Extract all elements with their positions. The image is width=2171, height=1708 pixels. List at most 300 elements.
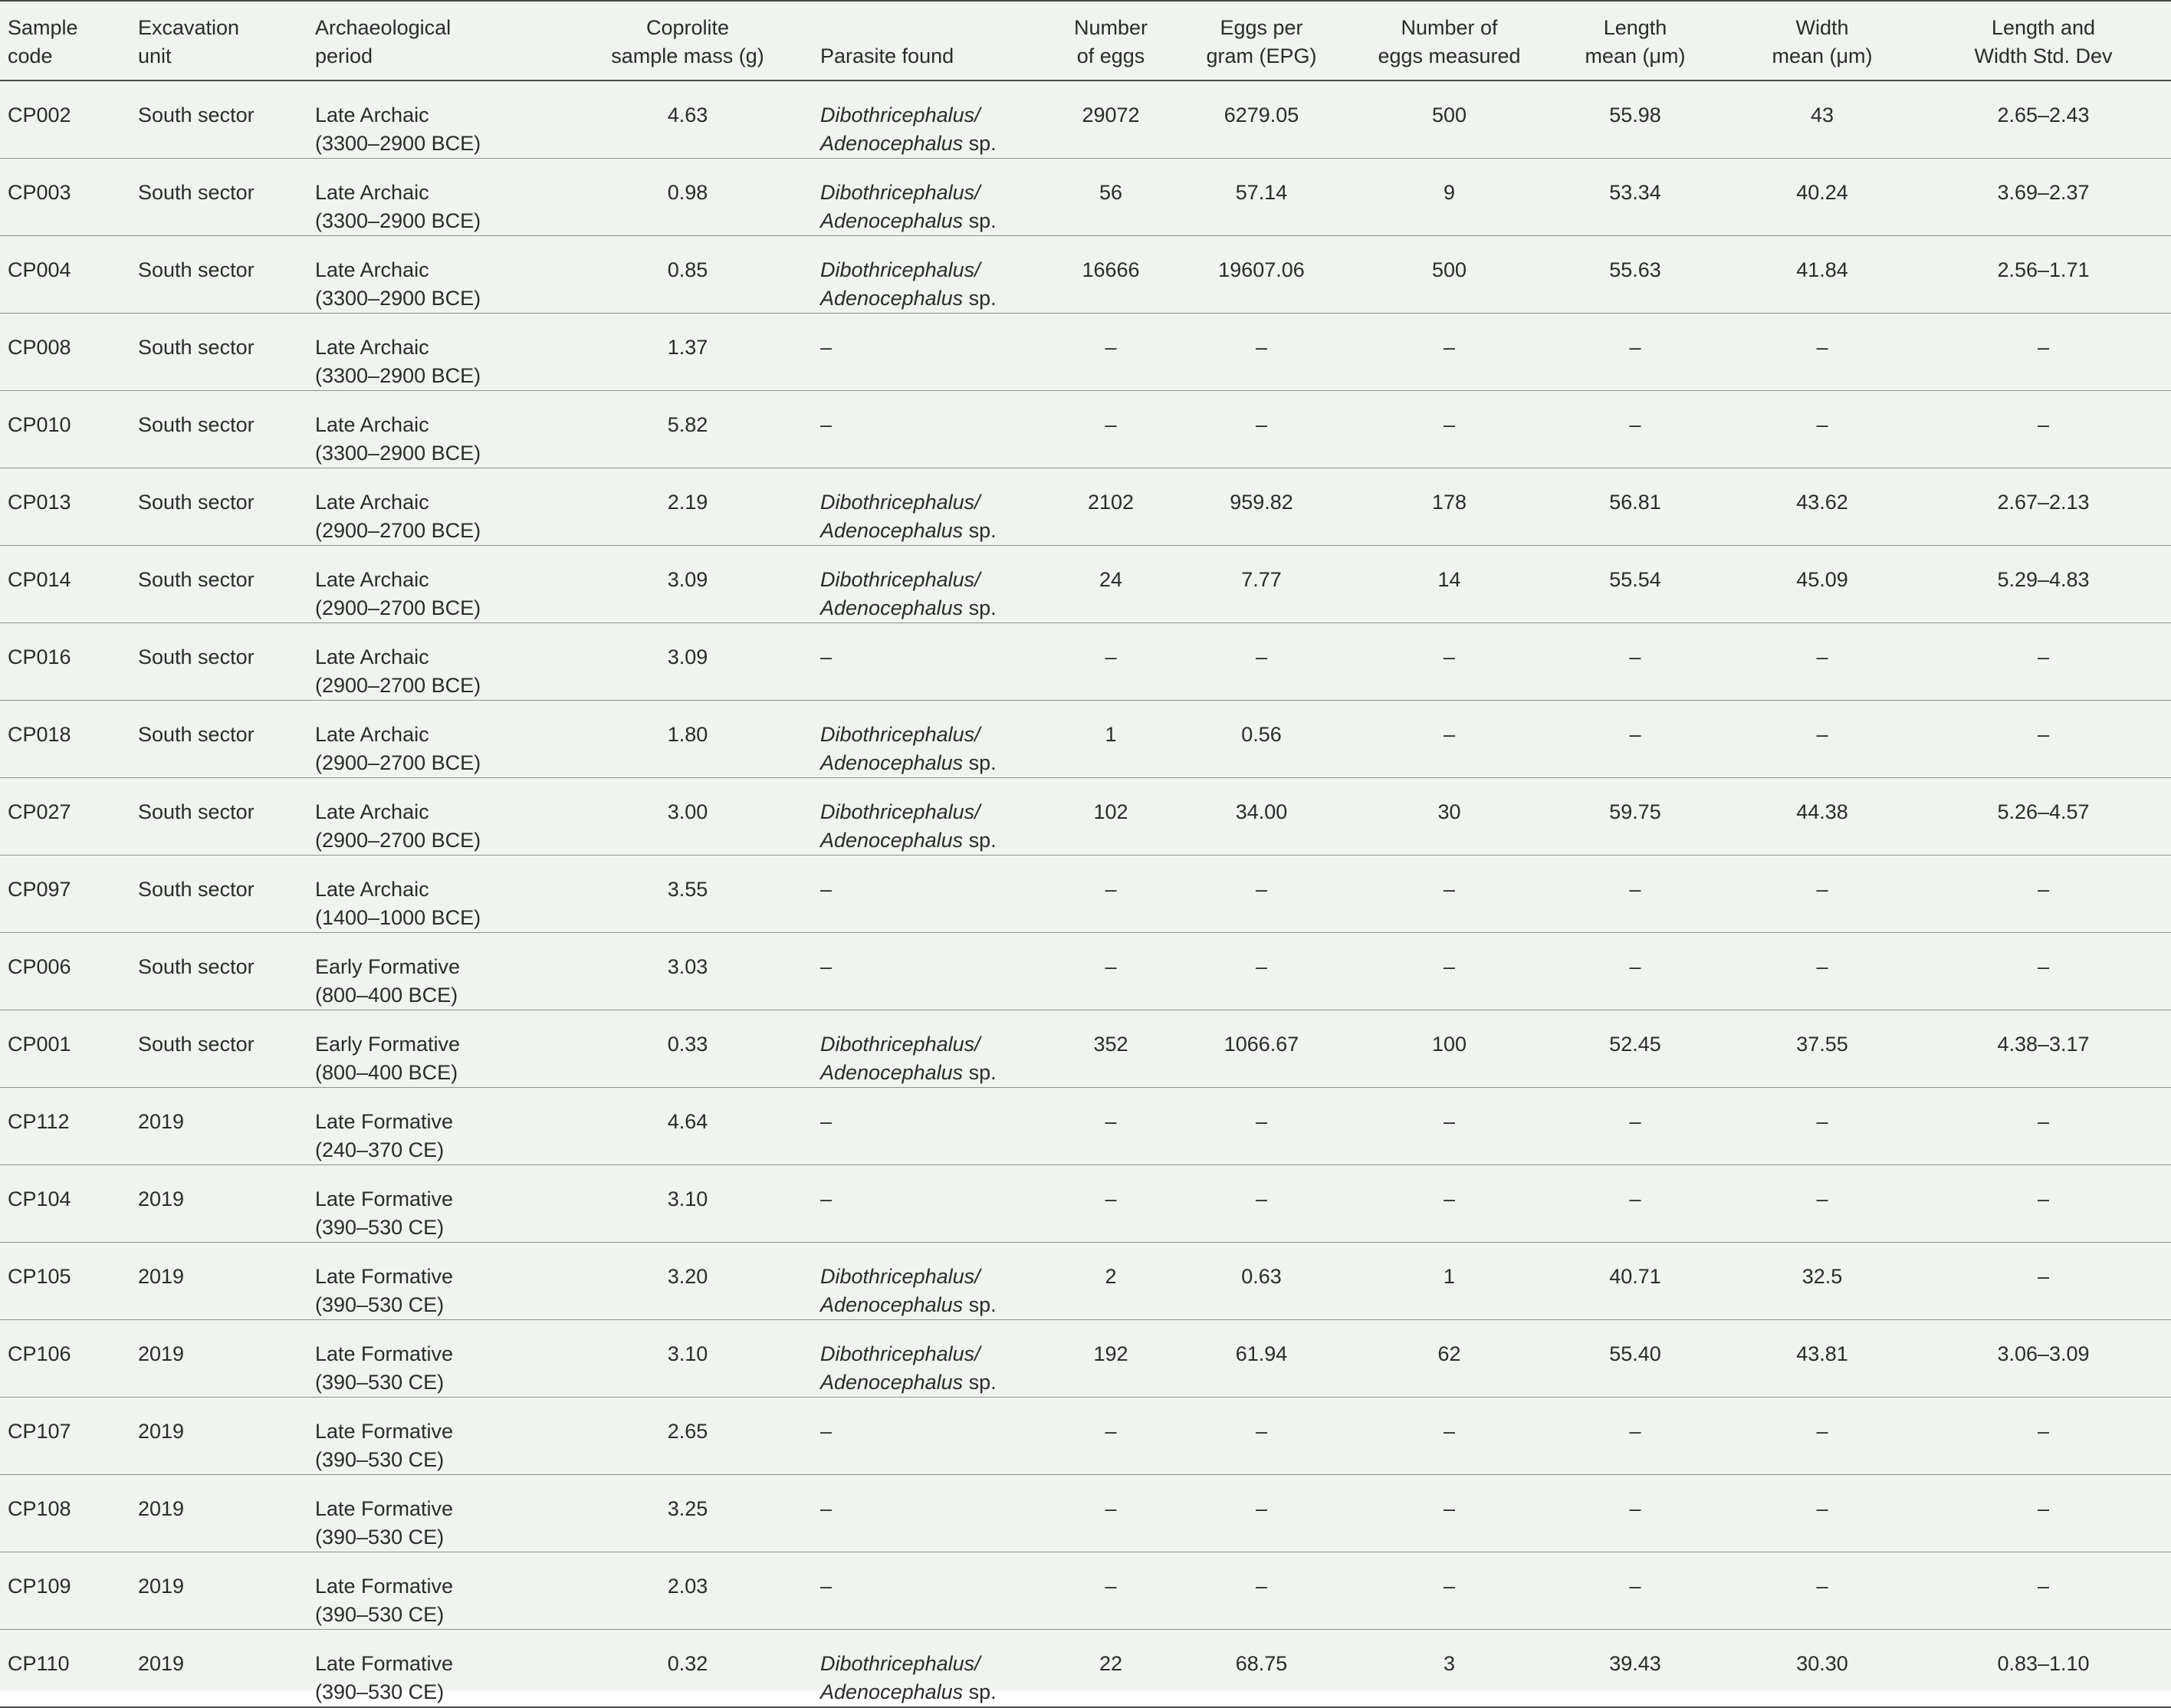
std-dev-cell: 3.69–2.37 bbox=[1916, 159, 2171, 236]
period-name: Late Formative bbox=[315, 1420, 454, 1443]
eggs-per-gram-cell: 959.82 bbox=[1166, 468, 1357, 546]
table-row bbox=[0, 1630, 2171, 1708]
eggs-per-gram-cell: – bbox=[1166, 1475, 1357, 1552]
width-mean-cell: – bbox=[1729, 623, 1916, 701]
parasite-species-suffix: sp. bbox=[963, 1680, 997, 1703]
parasite-species-suffix: sp. bbox=[963, 596, 997, 619]
sample-code-cell: CP008 bbox=[0, 314, 130, 391]
table-row bbox=[0, 80, 2171, 159]
length-mean-cell: 53.34 bbox=[1542, 159, 1729, 236]
header-line-1: Coprolite bbox=[645, 16, 730, 39]
excavation-unit-cell: South sector bbox=[130, 546, 307, 623]
period-name: Late Archaic bbox=[315, 181, 429, 204]
std-dev-cell: – bbox=[1916, 623, 2171, 701]
header-line-1: Number bbox=[1073, 16, 1148, 39]
sample-code-cell: CP106 bbox=[0, 1320, 130, 1398]
parasite-line-2 bbox=[820, 749, 1048, 777]
sample-code-cell: CP108 bbox=[0, 1475, 130, 1552]
coprolite-mass-cell: 3.03 bbox=[563, 933, 813, 1010]
length-mean-cell: 56.81 bbox=[1542, 468, 1729, 546]
eggs-per-gram-cell: – bbox=[1166, 933, 1357, 1010]
table-row bbox=[0, 159, 2171, 236]
length-mean-cell: 55.54 bbox=[1542, 546, 1729, 623]
sample-code-cell: CP003 bbox=[0, 159, 130, 236]
period-dates: (2900–2700 BCE) bbox=[315, 829, 481, 852]
period-dates: (3300–2900 BCE) bbox=[315, 364, 481, 387]
length-mean-cell: 55.63 bbox=[1542, 236, 1729, 314]
parasite-line-2 bbox=[820, 207, 1048, 235]
width-mean-cell: – bbox=[1729, 856, 1916, 933]
eggs-measured-cell: 1 bbox=[1357, 1243, 1542, 1320]
length-mean-cell: 59.75 bbox=[1542, 778, 1729, 856]
sample-code-cell: CP107 bbox=[0, 1398, 130, 1475]
sample-code-cell: CP105 bbox=[0, 1243, 130, 1320]
archaeological-period-cell bbox=[307, 623, 563, 701]
std-dev-cell: 2.67–2.13 bbox=[1916, 468, 2171, 546]
parasite-found-cell: – bbox=[813, 1398, 1056, 1475]
std-dev-cell: – bbox=[1916, 933, 2171, 1010]
parasite-found-cell bbox=[813, 778, 1056, 856]
coprolite-mass-cell: 4.63 bbox=[563, 80, 813, 159]
excavation-unit-cell: South sector bbox=[130, 236, 307, 314]
header-row bbox=[0, 1, 2171, 80]
period-name: Late Archaic bbox=[315, 878, 429, 901]
table-header bbox=[0, 1, 2171, 80]
std-dev-cell: 5.26–4.57 bbox=[1916, 778, 2171, 856]
eggs-measured-cell: – bbox=[1357, 623, 1542, 701]
header-line-2: gram (EPG) bbox=[1206, 44, 1317, 67]
eggs-measured-cell: – bbox=[1357, 391, 1542, 468]
length-mean-cell: – bbox=[1542, 1475, 1729, 1552]
archaeological-period-cell bbox=[307, 391, 563, 468]
number-of-eggs-cell: – bbox=[1056, 1475, 1166, 1552]
header-line-2: of eggs bbox=[1076, 44, 1145, 67]
std-dev-cell: 0.83–1.10 bbox=[1916, 1630, 2171, 1708]
parasite-genus-2: Adenocephalus bbox=[820, 1293, 964, 1316]
width-mean-cell: – bbox=[1729, 701, 1916, 778]
period-dates: (390–530 CE) bbox=[315, 1526, 445, 1549]
excavation-unit-cell: 2019 bbox=[130, 1320, 307, 1398]
header-line-1: Width bbox=[1795, 16, 1849, 39]
eggs-measured-cell: – bbox=[1357, 314, 1542, 391]
header-line-2: mean (μm) bbox=[1772, 44, 1873, 67]
number-of-eggs-cell: 102 bbox=[1056, 778, 1166, 856]
period-name: Late Formative bbox=[315, 1342, 454, 1365]
parasite-genus-2: Adenocephalus bbox=[820, 596, 964, 619]
parasite-genus-2: Adenocephalus bbox=[820, 751, 964, 774]
period-name: Early Formative bbox=[315, 955, 461, 978]
parasite-found-cell bbox=[813, 546, 1056, 623]
archaeological-period-cell bbox=[307, 701, 563, 778]
coprolite-mass-cell: 1.80 bbox=[563, 701, 813, 778]
width-mean-cell: – bbox=[1729, 391, 1916, 468]
parasite-species-suffix: sp. bbox=[963, 1293, 997, 1316]
excavation-unit-cell: 2019 bbox=[130, 1475, 307, 1552]
eggs-per-gram-cell: – bbox=[1166, 314, 1357, 391]
length-mean-cell: – bbox=[1542, 1165, 1729, 1243]
period-name: Late Archaic bbox=[315, 258, 429, 281]
std-dev-cell: – bbox=[1916, 1398, 2171, 1475]
parasite-genus-1: Dibothricephalus/ bbox=[820, 1265, 980, 1288]
header-sample-code bbox=[0, 1, 130, 80]
period-name: Early Formative bbox=[315, 1033, 461, 1056]
archaeological-period-cell bbox=[307, 468, 563, 546]
coprolite-mass-cell: 4.64 bbox=[563, 1088, 813, 1165]
excavation-unit-cell: South sector bbox=[130, 701, 307, 778]
parasite-line-2 bbox=[820, 826, 1048, 855]
period-name: Late Formative bbox=[315, 1187, 454, 1210]
parasite-line-2 bbox=[820, 1059, 1048, 1087]
number-of-eggs-cell: 352 bbox=[1056, 1010, 1166, 1088]
parasite-genus-2: Adenocephalus bbox=[820, 287, 964, 310]
eggs-per-gram-cell: 0.63 bbox=[1166, 1243, 1357, 1320]
excavation-unit-cell: South sector bbox=[130, 856, 307, 933]
period-name: Late Formative bbox=[315, 1497, 454, 1520]
std-dev-cell: 4.38–3.17 bbox=[1916, 1010, 2171, 1088]
archaeological-period-cell bbox=[307, 1243, 563, 1320]
header-line-1: Length bbox=[1603, 16, 1667, 39]
eggs-measured-cell: 30 bbox=[1357, 778, 1542, 856]
parasite-found-cell bbox=[813, 236, 1056, 314]
excavation-unit-cell: South sector bbox=[130, 778, 307, 856]
parasite-found-cell bbox=[813, 701, 1056, 778]
parasite-genus-2: Adenocephalus bbox=[820, 132, 964, 155]
width-mean-cell: – bbox=[1729, 1398, 1916, 1475]
sample-code-cell: CP112 bbox=[0, 1088, 130, 1165]
excavation-unit-cell: South sector bbox=[130, 391, 307, 468]
archaeological-period-cell bbox=[307, 1165, 563, 1243]
width-mean-cell: 43.81 bbox=[1729, 1320, 1916, 1398]
coprolite-mass-cell: 0.33 bbox=[563, 1010, 813, 1088]
length-mean-cell: 52.45 bbox=[1542, 1010, 1729, 1088]
width-mean-cell: – bbox=[1729, 314, 1916, 391]
header-archaeological-period bbox=[307, 1, 563, 80]
period-dates: (2900–2700 BCE) bbox=[315, 674, 481, 697]
sample-code-cell: CP004 bbox=[0, 236, 130, 314]
eggs-measured-cell: – bbox=[1357, 1552, 1542, 1630]
period-dates: (390–530 CE) bbox=[315, 1680, 445, 1703]
parasite-found-cell bbox=[813, 468, 1056, 546]
number-of-eggs-cell: 56 bbox=[1056, 159, 1166, 236]
width-mean-cell: 43 bbox=[1729, 80, 1916, 159]
width-mean-cell: – bbox=[1729, 1165, 1916, 1243]
eggs-measured-cell: – bbox=[1357, 1165, 1542, 1243]
number-of-eggs-cell: – bbox=[1056, 1552, 1166, 1630]
period-name: Late Archaic bbox=[315, 568, 429, 591]
table-row bbox=[0, 468, 2171, 546]
coprolite-mass-cell: 0.85 bbox=[563, 236, 813, 314]
number-of-eggs-cell: 24 bbox=[1056, 546, 1166, 623]
excavation-unit-cell: 2019 bbox=[130, 1630, 307, 1708]
parasite-found-cell: – bbox=[813, 391, 1056, 468]
period-dates: (2900–2700 BCE) bbox=[315, 751, 481, 774]
table-row bbox=[0, 1398, 2171, 1475]
parasite-species-suffix: sp. bbox=[963, 209, 997, 232]
period-name: Late Archaic bbox=[315, 645, 429, 668]
header-line-1: Archaeological bbox=[315, 16, 452, 39]
archaeological-period-cell bbox=[307, 159, 563, 236]
sample-code-cell: CP001 bbox=[0, 1010, 130, 1088]
eggs-per-gram-cell: 57.14 bbox=[1166, 159, 1357, 236]
number-of-eggs-cell: – bbox=[1056, 856, 1166, 933]
length-mean-cell: – bbox=[1542, 1398, 1729, 1475]
number-of-eggs-cell: – bbox=[1056, 933, 1166, 1010]
period-dates: (1400–1000 BCE) bbox=[315, 906, 481, 929]
excavation-unit-cell: South sector bbox=[130, 623, 307, 701]
period-dates: (390–530 CE) bbox=[315, 1293, 445, 1316]
number-of-eggs-cell: – bbox=[1056, 1398, 1166, 1475]
excavation-unit-cell: 2019 bbox=[130, 1088, 307, 1165]
parasite-genus-2: Adenocephalus bbox=[820, 1371, 964, 1394]
period-name: Late Archaic bbox=[315, 413, 429, 436]
eggs-per-gram-cell: 68.75 bbox=[1166, 1630, 1357, 1708]
coprolite-mass-cell: 1.37 bbox=[563, 314, 813, 391]
length-mean-cell: – bbox=[1542, 391, 1729, 468]
number-of-eggs-cell: – bbox=[1056, 314, 1166, 391]
table-row bbox=[0, 701, 2171, 778]
parasite-found-cell bbox=[813, 1010, 1056, 1088]
parasite-genus-2: Adenocephalus bbox=[820, 1680, 964, 1703]
eggs-per-gram-cell: 19607.06 bbox=[1166, 236, 1357, 314]
header-excavation-unit bbox=[130, 1, 307, 80]
parasite-genus-2: Adenocephalus bbox=[820, 829, 964, 852]
period-name: Late Formative bbox=[315, 1652, 454, 1675]
parasite-genus-1: Dibothricephalus/ bbox=[820, 491, 980, 514]
header-line-1: Eggs per bbox=[1220, 16, 1303, 39]
parasite-genus-1: Dibothricephalus/ bbox=[820, 1342, 980, 1365]
number-of-eggs-cell: – bbox=[1056, 391, 1166, 468]
std-dev-cell: – bbox=[1916, 1552, 2171, 1630]
width-mean-cell: 43.62 bbox=[1729, 468, 1916, 546]
parasite-species-suffix: sp. bbox=[963, 287, 997, 310]
eggs-per-gram-cell: – bbox=[1166, 1552, 1357, 1630]
number-of-eggs-cell: 2102 bbox=[1056, 468, 1166, 546]
table-row bbox=[0, 1165, 2171, 1243]
header-width-mean bbox=[1729, 1, 1916, 80]
eggs-per-gram-cell: 6279.05 bbox=[1166, 80, 1357, 159]
std-dev-cell: – bbox=[1916, 856, 2171, 933]
eggs-per-gram-cell: – bbox=[1166, 1165, 1357, 1243]
period-dates: (390–530 CE) bbox=[315, 1448, 445, 1471]
width-mean-cell: 32.5 bbox=[1729, 1243, 1916, 1320]
coprolite-mass-cell: 3.00 bbox=[563, 778, 813, 856]
length-mean-cell: – bbox=[1542, 933, 1729, 1010]
header-line-2: sample mass (g) bbox=[611, 44, 764, 67]
eggs-measured-cell: – bbox=[1357, 1398, 1542, 1475]
header-std-dev bbox=[1916, 1, 2171, 80]
eggs-measured-cell: – bbox=[1357, 1088, 1542, 1165]
header-eggs-per-gram bbox=[1166, 1, 1357, 80]
header-line-1: Excavation bbox=[138, 16, 240, 39]
eggs-per-gram-cell: – bbox=[1166, 1088, 1357, 1165]
number-of-eggs-cell: – bbox=[1056, 1165, 1166, 1243]
length-mean-cell: 39.43 bbox=[1542, 1630, 1729, 1708]
std-dev-cell: 5.29–4.83 bbox=[1916, 546, 2171, 623]
table-row bbox=[0, 778, 2171, 856]
eggs-per-gram-cell: 61.94 bbox=[1166, 1320, 1357, 1398]
parasite-line-2 bbox=[820, 284, 1048, 313]
period-dates: (3300–2900 BCE) bbox=[315, 287, 481, 310]
length-mean-cell: 55.98 bbox=[1542, 80, 1729, 159]
parasite-genus-2: Adenocephalus bbox=[820, 209, 964, 232]
parasite-found-cell: – bbox=[813, 623, 1056, 701]
coprolite-mass-cell: 3.10 bbox=[563, 1165, 813, 1243]
parasite-genus-1: Dibothricephalus/ bbox=[820, 181, 980, 204]
parasite-found-cell: – bbox=[813, 1165, 1056, 1243]
width-mean-cell: 40.24 bbox=[1729, 159, 1916, 236]
length-mean-cell: – bbox=[1542, 1552, 1729, 1630]
archaeological-period-cell bbox=[307, 80, 563, 159]
length-mean-cell: 55.40 bbox=[1542, 1320, 1729, 1398]
header-coprolite-mass bbox=[563, 1, 813, 80]
parasite-genus-1: Dibothricephalus/ bbox=[820, 1033, 980, 1056]
parasite-found-cell bbox=[813, 80, 1056, 159]
archaeological-period-cell bbox=[307, 1398, 563, 1475]
coprolite-mass-cell: 2.65 bbox=[563, 1398, 813, 1475]
number-of-eggs-cell: – bbox=[1056, 1088, 1166, 1165]
eggs-measured-cell: 500 bbox=[1357, 236, 1542, 314]
coprolite-mass-cell: 3.09 bbox=[563, 546, 813, 623]
archaeological-period-cell bbox=[307, 1552, 563, 1630]
coprolite-mass-cell: 3.10 bbox=[563, 1320, 813, 1398]
excavation-unit-cell: South sector bbox=[130, 1010, 307, 1088]
header-eggs-measured bbox=[1357, 1, 1542, 80]
coprolite-mass-cell: 3.25 bbox=[563, 1475, 813, 1552]
excavation-unit-cell: 2019 bbox=[130, 1552, 307, 1630]
parasite-genus-2: Adenocephalus bbox=[820, 1061, 964, 1084]
excavation-unit-cell: South sector bbox=[130, 933, 307, 1010]
header-line-2: unit bbox=[138, 44, 172, 67]
parasite-species-suffix: sp. bbox=[963, 132, 997, 155]
number-of-eggs-cell: 29072 bbox=[1056, 80, 1166, 159]
length-mean-cell: – bbox=[1542, 314, 1729, 391]
period-name: Late Formative bbox=[315, 1575, 454, 1598]
sample-code-cell: CP018 bbox=[0, 701, 130, 778]
parasite-genus-1: Dibothricephalus/ bbox=[820, 723, 980, 746]
std-dev-cell: – bbox=[1916, 701, 2171, 778]
sample-code-cell: CP006 bbox=[0, 933, 130, 1010]
eggs-measured-cell: – bbox=[1357, 933, 1542, 1010]
period-dates: (800–400 BCE) bbox=[315, 1061, 458, 1084]
parasite-line-2 bbox=[820, 1368, 1048, 1397]
header-line-2: eggs measured bbox=[1378, 44, 1521, 67]
std-dev-cell: – bbox=[1916, 1243, 2171, 1320]
sample-code-cell: CP027 bbox=[0, 778, 130, 856]
eggs-measured-cell: 500 bbox=[1357, 80, 1542, 159]
parasite-species-suffix: sp. bbox=[963, 829, 997, 852]
parasite-found-cell: – bbox=[813, 856, 1056, 933]
table-row bbox=[0, 391, 2171, 468]
width-mean-cell: 30.30 bbox=[1729, 1630, 1916, 1708]
parasite-genus-1: Dibothricephalus/ bbox=[820, 1652, 980, 1675]
parasite-found-cell bbox=[813, 1243, 1056, 1320]
coprolite-mass-cell: 0.32 bbox=[563, 1630, 813, 1708]
period-name: Late Archaic bbox=[315, 336, 429, 359]
parasite-found-cell: – bbox=[813, 933, 1056, 1010]
archaeological-period-cell bbox=[307, 1010, 563, 1088]
width-mean-cell: 44.38 bbox=[1729, 778, 1916, 856]
header-line-2: code bbox=[8, 44, 53, 67]
table-row bbox=[0, 1010, 2171, 1088]
parasite-line-2 bbox=[820, 517, 1048, 545]
eggs-per-gram-cell: 34.00 bbox=[1166, 778, 1357, 856]
sample-code-cell: CP016 bbox=[0, 623, 130, 701]
coprolite-mass-cell: 0.98 bbox=[563, 159, 813, 236]
table-row bbox=[0, 1320, 2171, 1398]
header-line-1: Number of bbox=[1401, 16, 1498, 39]
period-dates: (390–530 CE) bbox=[315, 1603, 445, 1626]
eggs-measured-cell: 3 bbox=[1357, 1630, 1542, 1708]
archaeological-period-cell bbox=[307, 314, 563, 391]
header-line-2: Parasite found bbox=[820, 44, 954, 67]
excavation-unit-cell: South sector bbox=[130, 80, 307, 159]
number-of-eggs-cell: 1 bbox=[1056, 701, 1166, 778]
coprolite-mass-cell: 3.09 bbox=[563, 623, 813, 701]
header-line-2: Width Std. Dev bbox=[1974, 44, 2113, 67]
period-dates: (240–370 CE) bbox=[315, 1138, 445, 1161]
parasite-found-cell bbox=[813, 1630, 1056, 1708]
parasite-line-2 bbox=[820, 1678, 1048, 1706]
eggs-measured-cell: 100 bbox=[1357, 1010, 1542, 1088]
parasite-genus-1: Dibothricephalus/ bbox=[820, 568, 980, 591]
sample-code-cell: CP104 bbox=[0, 1165, 130, 1243]
width-mean-cell: – bbox=[1729, 1552, 1916, 1630]
coprolite-mass-cell: 3.55 bbox=[563, 856, 813, 933]
length-mean-cell: – bbox=[1542, 1088, 1729, 1165]
parasite-genus-2: Adenocephalus bbox=[820, 519, 964, 542]
std-dev-cell: 2.65–2.43 bbox=[1916, 80, 2171, 159]
header-line-2: period bbox=[315, 44, 373, 67]
archaeological-period-cell bbox=[307, 1630, 563, 1708]
table-row bbox=[0, 933, 2171, 1010]
header-line-2: mean (μm) bbox=[1585, 44, 1686, 67]
number-of-eggs-cell: 192 bbox=[1056, 1320, 1166, 1398]
parasite-found-cell: – bbox=[813, 1475, 1056, 1552]
parasite-species-suffix: sp. bbox=[963, 1371, 997, 1394]
parasite-line-2 bbox=[820, 130, 1048, 158]
period-name: Late Archaic bbox=[315, 103, 429, 126]
eggs-measured-cell: 62 bbox=[1357, 1320, 1542, 1398]
coprolite-mass-cell: 2.19 bbox=[563, 468, 813, 546]
parasite-species-suffix: sp. bbox=[963, 519, 997, 542]
table-row bbox=[0, 236, 2171, 314]
period-dates: (2900–2700 BCE) bbox=[315, 519, 481, 542]
header-line-1: Length and bbox=[1991, 16, 2096, 39]
coprolite-mass-cell: 5.82 bbox=[563, 391, 813, 468]
eggs-measured-cell: – bbox=[1357, 856, 1542, 933]
parasite-genus-1: Dibothricephalus/ bbox=[820, 800, 980, 823]
table-row bbox=[0, 1243, 2171, 1320]
excavation-unit-cell: 2019 bbox=[130, 1398, 307, 1475]
length-mean-cell: – bbox=[1542, 856, 1729, 933]
table-row bbox=[0, 856, 2171, 933]
archaeological-period-cell bbox=[307, 778, 563, 856]
header-length-mean bbox=[1542, 1, 1729, 80]
std-dev-cell: 3.06–3.09 bbox=[1916, 1320, 2171, 1398]
width-mean-cell: – bbox=[1729, 1475, 1916, 1552]
eggs-measured-cell: 178 bbox=[1357, 468, 1542, 546]
eggs-per-gram-cell: 0.56 bbox=[1166, 701, 1357, 778]
number-of-eggs-cell: 2 bbox=[1056, 1243, 1166, 1320]
header-line-1: Sample bbox=[8, 16, 78, 39]
excavation-unit-cell: South sector bbox=[130, 159, 307, 236]
header-parasite-found bbox=[813, 1, 1056, 80]
parasite-species-suffix: sp. bbox=[963, 751, 997, 774]
table-body bbox=[0, 80, 2171, 1707]
eggs-measured-cell: 9 bbox=[1357, 159, 1542, 236]
parasite-genus-1: Dibothricephalus/ bbox=[820, 258, 980, 281]
excavation-unit-cell: South sector bbox=[130, 314, 307, 391]
